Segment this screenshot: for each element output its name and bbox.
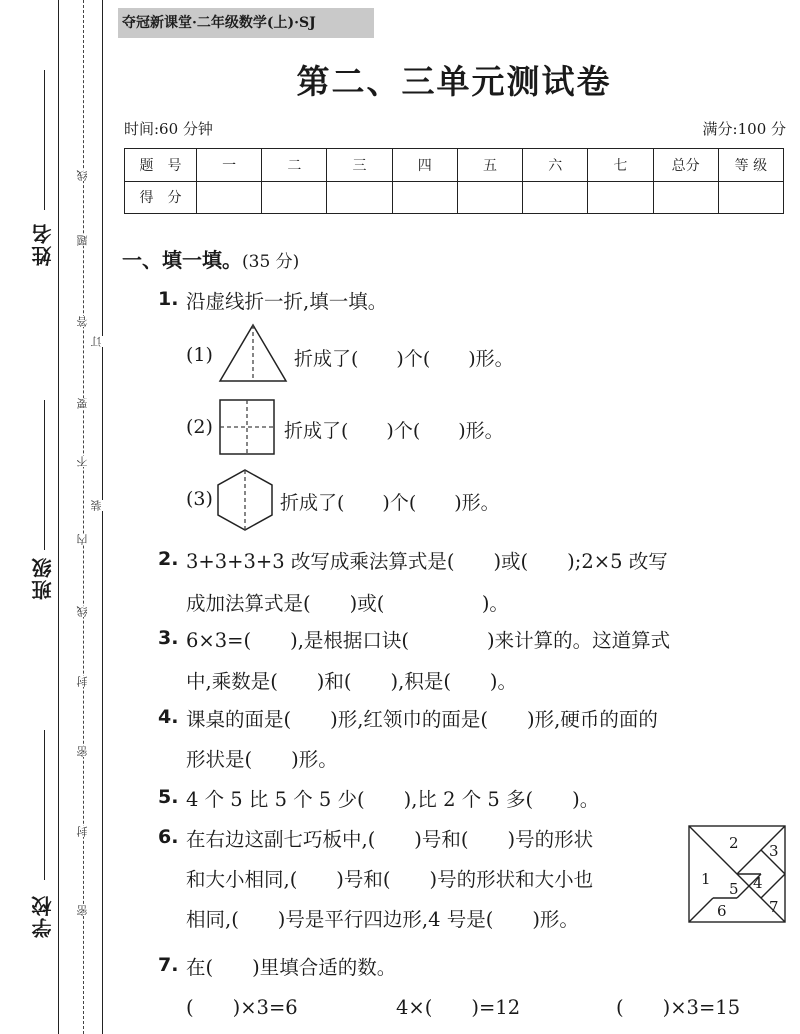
score-header-cell: 四	[392, 149, 457, 182]
tangram-figure	[687, 824, 787, 924]
q1-item-1-label: (1)	[186, 344, 213, 366]
q1-item-1-text: 折成了( )个( )形。	[294, 348, 514, 370]
score-header-cell: 等 级	[718, 149, 783, 182]
score-cell[interactable]	[718, 181, 783, 214]
q7-equation: ( )×3=15	[616, 996, 741, 1019]
q1-item-3-label: (3)	[186, 488, 213, 510]
page-title: 第二、三单元测试卷	[296, 62, 612, 101]
question-6-line-1: 在右边这副七巧板中,( )号和( )号的形状	[186, 828, 594, 851]
score-header-cell: 一	[197, 149, 262, 182]
seal-char: 装	[86, 500, 108, 511]
score-cell[interactable]	[392, 181, 457, 214]
tangram-label: 7	[769, 898, 779, 916]
seal-char: 订	[86, 336, 108, 347]
score-cell[interactable]	[197, 181, 262, 214]
score-cell[interactable]	[327, 181, 392, 214]
class-label: 班级	[31, 556, 55, 600]
question-2-line-1: 3+3+3+3 改写成乘法算式是( )或( );2×5 改写	[186, 550, 668, 573]
question-1-text: 沿虚线折一折,填一填。	[186, 290, 388, 313]
seal-char: 密	[72, 746, 94, 757]
question-6-line-2: 和大小相同,( )号和( )号的形状和大小也	[186, 868, 594, 891]
question-number: 1.	[158, 288, 179, 310]
score-cell[interactable]	[457, 181, 522, 214]
tangram-label: 6	[717, 902, 727, 920]
question-3-line-2: 中,乘数是( )和( ),积是( )。	[186, 670, 518, 693]
score-header-cell: 五	[457, 149, 522, 182]
question-4-line-2: 形状是( )形。	[186, 748, 338, 771]
tangram-label: 3	[769, 842, 779, 860]
name-label: 姓名	[31, 222, 55, 266]
score-table-header-row	[125, 149, 784, 182]
tangram-label: 2	[729, 834, 739, 852]
triangle-fold-figure	[218, 323, 288, 383]
score-header-cell: 六	[523, 149, 588, 182]
hexagon-fold-figure	[216, 468, 274, 532]
score-header-cell: 题 号	[125, 149, 197, 182]
full-score: 满分:100 分	[702, 120, 786, 138]
seal-char: 密	[72, 905, 94, 916]
seal-char: 封	[72, 826, 94, 837]
class-blank	[44, 400, 45, 550]
section-1-title: 一、填一填。	[122, 248, 242, 272]
score-row-label: 得 分	[125, 181, 197, 214]
question-number: 6.	[158, 826, 179, 848]
score-cell[interactable]	[523, 181, 588, 214]
seal-char: 封	[72, 676, 94, 687]
q1-item-3-text: 折成了( )个( )形。	[280, 492, 500, 514]
question-4-line-1: 课桌的面是( )形,红领巾的面是( )形,硬币的面的	[186, 708, 658, 731]
tangram-label: 4	[753, 874, 763, 892]
score-header-cell: 七	[588, 149, 653, 182]
q1-item-2-label: (2)	[186, 416, 213, 438]
time-limit: 时间:60 分钟	[124, 120, 213, 138]
book-series-badge: 夺冠新课堂·二年级数学(上)·SJ	[118, 8, 374, 38]
question-number: 3.	[158, 627, 179, 649]
section-1-points: (35 分)	[242, 252, 300, 272]
question-3-line-1: 6×3=( ),是根据口诀( )来计算的。这道算式	[186, 629, 671, 652]
score-header-cell: 总分	[653, 149, 718, 182]
square-fold-figure	[218, 398, 276, 456]
question-6-line-3: 相同,( )号是平行四边形,4 号是( )形。	[186, 908, 579, 931]
seal-char: 题	[72, 235, 94, 246]
question-number: 7.	[158, 954, 179, 976]
binding-line-inner	[102, 0, 103, 1034]
score-table	[124, 148, 784, 214]
q7-equation: ( )×3=6	[186, 996, 298, 1019]
q1-item-2-text: 折成了( )个( )形。	[284, 420, 504, 442]
question-number: 5.	[158, 786, 179, 808]
seal-char: 要	[72, 398, 94, 409]
binding-line-outer	[58, 0, 59, 1034]
question-number: 4.	[158, 706, 179, 728]
question-5-line-1: 4 个 5 比 5 个 5 少( ),比 2 个 5 多( )。	[186, 788, 600, 811]
section-1-heading	[122, 244, 299, 273]
seal-char: 不	[72, 456, 94, 467]
school-label: 学校	[31, 894, 55, 938]
score-header-cell: 二	[262, 149, 327, 182]
question-number: 2.	[158, 548, 179, 570]
school-blank	[44, 730, 45, 880]
seal-char: 答	[72, 316, 94, 327]
question-2-line-2: 成加法算式是( )或( )。	[186, 592, 509, 615]
score-table-score-row	[125, 181, 784, 214]
score-cell[interactable]	[653, 181, 718, 214]
seal-char: 线	[72, 170, 94, 181]
score-cell[interactable]	[588, 181, 653, 214]
binding-dashed-line	[83, 0, 84, 1034]
question-7-line-1: 在( )里填合适的数。	[186, 956, 397, 979]
name-blank	[44, 70, 45, 210]
score-header-cell: 三	[327, 149, 392, 182]
tangram-label: 1	[701, 870, 711, 888]
seal-char: 线	[72, 606, 94, 617]
seal-char: 内	[72, 534, 94, 545]
tangram-label: 5	[729, 880, 739, 898]
score-cell[interactable]	[262, 181, 327, 214]
q7-equation: 4×( )=12	[396, 996, 521, 1019]
